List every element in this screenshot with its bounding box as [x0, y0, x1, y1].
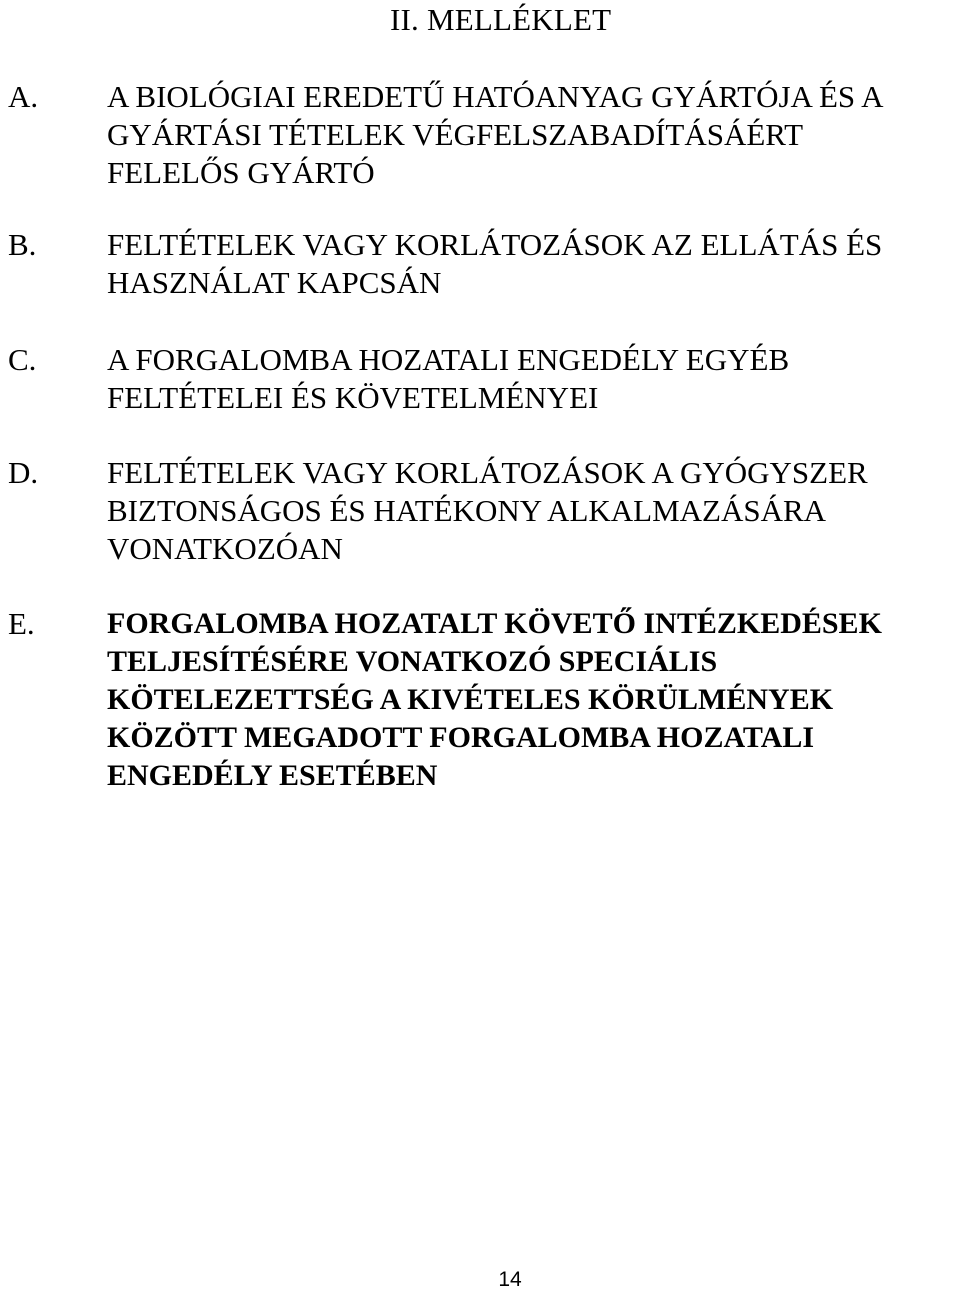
section-letter: C. — [8, 342, 37, 377]
section-heading: FELTÉTELEK VAGY KORLÁTOZÁSOK AZ ELLÁTÁS ÉS HASZNÁLAT KAPCSÁN — [107, 227, 883, 300]
page-title: II. MELLÉKLET — [390, 2, 612, 37]
section-heading: FORGALOMBA HOZATALT KÖVETŐ INTÉZKEDÉSEK TELJESÍTÉSÉRE VONATKOZÓ SPECIÁLIS KÖTELEZETTSÉG A KIVÉTELES KÖRÜLMÉNYEK KÖZÖTT MEGADOTT FORGALOMBA HOZATALI ENGEDÉLY ESETÉBEN — [107, 607, 882, 792]
section-letter: B. — [8, 227, 37, 262]
section-heading: A BIOLÓGIAI EREDETŰ HATÓANYAG GYÁRTÓJA ÉS A GYÁRTÁSI TÉTELEK VÉGFELSZABADÍTÁSÁÉRT FELELŐS GYÁRTÓ — [107, 79, 884, 190]
section-letter: A. — [8, 79, 39, 114]
section-heading: A FORGALOMBA HOZATALI ENGEDÉLY EGYÉB FELTÉTELEI ÉS KÖVETELMÉNYEI — [107, 342, 790, 415]
page-number: 14 — [498, 1268, 522, 1291]
section-heading: FELTÉTELEK VAGY KORLÁTOZÁSOK A GYÓGYSZER BIZTONSÁGOS ÉS HATÉKONY ALKALMAZÁSÁRA VONATKOZÓAN — [107, 455, 868, 566]
section-letter: E. — [8, 606, 35, 641]
section-letter: D. — [8, 455, 39, 490]
